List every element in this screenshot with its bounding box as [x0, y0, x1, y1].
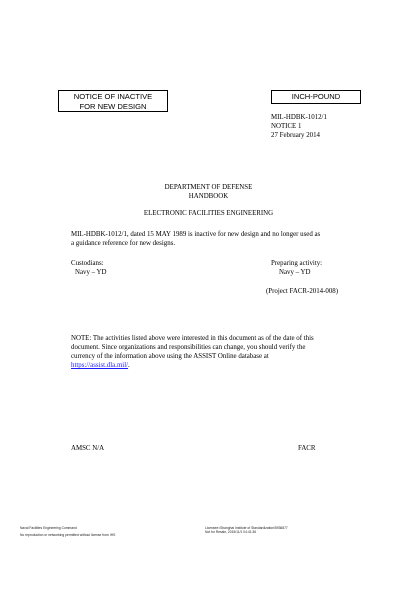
- inch-pound-label: INCH-POUND: [291, 92, 341, 101]
- footer-licensee: Licensee=Shanghai Institute of Standardization/5936877: [205, 526, 288, 530]
- notice-number: NOTICE 1: [271, 123, 302, 130]
- amsc-label: AMSC N/A: [71, 445, 105, 452]
- note-line3: currency of the information above using the ASSIST Online database at: [71, 353, 269, 360]
- area-code: FACR: [298, 445, 316, 452]
- document-date: 27 February 2014: [271, 132, 320, 139]
- assist-database-link[interactable]: https://assist.dla.mil/: [71, 362, 129, 369]
- note-paragraph: [71, 334, 314, 370]
- document-heading: [0, 183, 417, 218]
- footer-copyright: No reproduction or networking permitted without license from IHS: [20, 533, 116, 538]
- footer-publisher: Naval Facilities Engineering Command: [20, 526, 77, 530]
- inch-pound-box: [271, 90, 361, 104]
- note-line2: document. Since organizations and responsibilities can change, you should verify the: [71, 344, 306, 351]
- statement-line2: a guidance reference for new designs.: [71, 240, 176, 247]
- handbook-label: HANDBOOK: [188, 193, 229, 200]
- footer-right: [205, 526, 288, 534]
- note-line4: [71, 361, 314, 370]
- preparing-activity-value: Navy – YD: [279, 269, 311, 276]
- department-title: DEPARTMENT OF DEFENSE: [164, 184, 253, 191]
- custodians-label: Custodians:: [71, 260, 104, 267]
- project-number: (Project FACR-2014-008): [266, 288, 339, 295]
- footer-left: [20, 526, 115, 537]
- notice-of-inactive-box: [58, 90, 168, 112]
- document-id-block: [271, 113, 327, 140]
- custodians-value: Navy – YD: [75, 269, 107, 276]
- footer-resale: Not for Resale, 2015/11/1 04:41:36: [205, 530, 257, 535]
- inactive-statement: [71, 230, 320, 248]
- custodians-block: [71, 259, 107, 277]
- preparing-activity-block: [271, 259, 322, 277]
- statement-line1: MIL-HDBK-1012/1, dated 15 MAY 1989 is inactive for new design and no longer used as: [71, 231, 321, 238]
- preparing-activity-label: Preparing activity:: [271, 260, 323, 267]
- notice-box-line2: FOR NEW DESIGN: [79, 102, 147, 111]
- document-number: MIL-HDBK-1012/1: [271, 114, 327, 121]
- note-line1: NOTE: The activities listed above were interested in this document as of the date of this: [71, 335, 314, 342]
- handbook-title: ELECTRONIC FACILITIES ENGINEERING: [143, 210, 274, 217]
- notice-box-line1: NOTICE OF INACTIVE: [73, 92, 153, 101]
- note-link-suffix: .: [128, 362, 130, 369]
